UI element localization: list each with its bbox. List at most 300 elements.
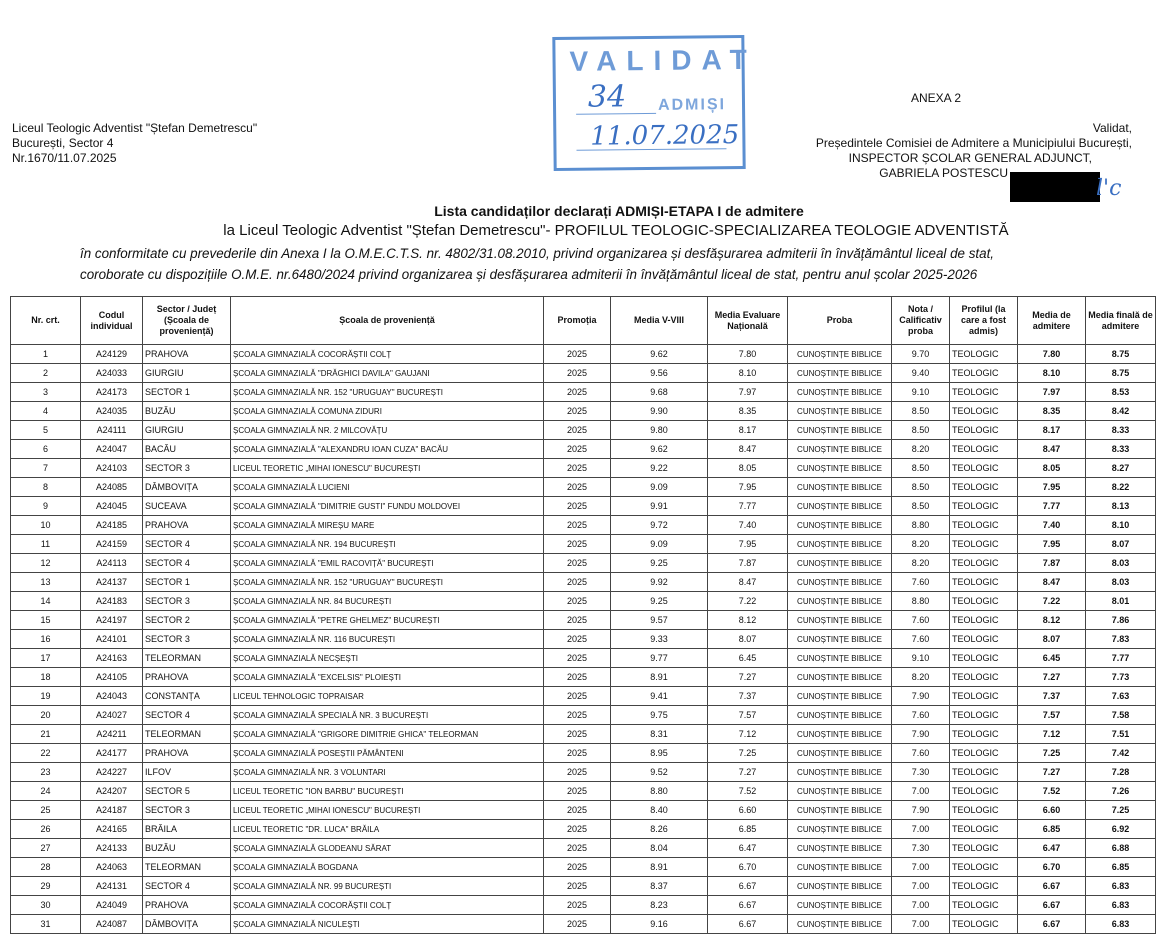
exam-grade-cell: 7.00	[892, 820, 950, 839]
final-admission-average-cell: 6.85	[1086, 858, 1156, 877]
average-v-viii-cell: 9.80	[611, 421, 708, 440]
exam-grade-cell: 9.10	[892, 383, 950, 402]
national-evaluation-average-cell: 6.60	[708, 801, 788, 820]
table-row	[11, 649, 1156, 668]
origin-school-cell: ȘCOALA GIMNAZIALĂ LUCIENI	[231, 478, 544, 497]
exam-name-cell: CUNOȘTINȚE BIBLICE	[788, 592, 892, 611]
exam-grade-cell: 7.60	[892, 744, 950, 763]
admission-average-cell: 7.27	[1018, 668, 1086, 687]
average-v-viii-cell: 9.62	[611, 345, 708, 364]
column-header: Media V-VIII	[611, 297, 708, 345]
table-row	[11, 744, 1156, 763]
final-admission-average-cell: 8.03	[1086, 554, 1156, 573]
exam-grade-cell: 7.00	[892, 858, 950, 877]
exam-grade-cell: 8.50	[892, 402, 950, 421]
row-number-cell: 12	[11, 554, 81, 573]
row-number-cell: 6	[11, 440, 81, 459]
national-evaluation-average-cell: 7.22	[708, 592, 788, 611]
county-cell: CONSTANȚA	[143, 687, 231, 706]
individual-code-cell: A24197	[81, 611, 143, 630]
admitted-profile-cell: TEOLOGIC	[950, 877, 1018, 896]
average-v-viii-cell: 9.62	[611, 440, 708, 459]
admission-average-cell: 6.47	[1018, 839, 1086, 858]
promotion-year-cell: 2025	[544, 744, 611, 763]
exam-grade-cell: 7.60	[892, 630, 950, 649]
admission-average-cell: 8.35	[1018, 402, 1086, 421]
exam-name-cell: CUNOȘTINȚE BIBLICE	[788, 573, 892, 592]
admission-average-cell: 7.27	[1018, 763, 1086, 782]
admission-average-cell: 7.95	[1018, 478, 1086, 497]
individual-code-cell: A24163	[81, 649, 143, 668]
national-evaluation-average-cell: 8.12	[708, 611, 788, 630]
national-evaluation-average-cell: 8.17	[708, 421, 788, 440]
conformity-line: coroborate cu dispozițiile O.M.E. nr.6480/2024 privind organizarea și desfășurarea admiterii în învățământul liceal de stat, pentru anul școlar 2025-2026	[80, 267, 978, 282]
document-title: Lista candidaților declarați ADMIȘI-ETAPA I de admitere	[434, 203, 804, 219]
exam-name-cell: CUNOȘTINȚE BIBLICE	[788, 649, 892, 668]
row-number-cell: 3	[11, 383, 81, 402]
county-cell: SECTOR 2	[143, 611, 231, 630]
final-admission-average-cell: 8.22	[1086, 478, 1156, 497]
registration-number: Nr.1670/11.07.2025	[12, 151, 117, 165]
table-row	[11, 364, 1156, 383]
row-number-cell: 9	[11, 497, 81, 516]
promotion-year-cell: 2025	[544, 516, 611, 535]
county-cell: BRĂILA	[143, 820, 231, 839]
exam-name-cell: CUNOȘTINȚE BIBLICE	[788, 687, 892, 706]
table-row	[11, 478, 1156, 497]
national-evaluation-average-cell: 7.87	[708, 554, 788, 573]
average-v-viii-cell: 9.90	[611, 402, 708, 421]
promotion-year-cell: 2025	[544, 402, 611, 421]
individual-code-cell: A24165	[81, 820, 143, 839]
exam-name-cell: CUNOȘTINȚE BIBLICE	[788, 839, 892, 858]
admission-average-cell: 6.70	[1018, 858, 1086, 877]
origin-school-cell: ȘCOALA GIMNAZIALĂ NR. 99 BUCUREȘTI	[231, 877, 544, 896]
exam-grade-cell: 9.70	[892, 345, 950, 364]
exam-name-cell: CUNOȘTINȚE BIBLICE	[788, 782, 892, 801]
final-admission-average-cell: 6.92	[1086, 820, 1156, 839]
county-cell: SECTOR 4	[143, 535, 231, 554]
promotion-year-cell: 2025	[544, 820, 611, 839]
county-cell: SECTOR 1	[143, 383, 231, 402]
exam-grade-cell: 7.00	[892, 896, 950, 915]
exam-name-cell: CUNOȘTINȚE BIBLICE	[788, 801, 892, 820]
exam-grade-cell: 7.00	[892, 877, 950, 896]
county-cell: BACĂU	[143, 440, 231, 459]
exam-name-cell: CUNOȘTINȚE BIBLICE	[788, 421, 892, 440]
promotion-year-cell: 2025	[544, 611, 611, 630]
table-row	[11, 630, 1156, 649]
row-number-cell: 17	[11, 649, 81, 668]
origin-school-cell: ȘCOALA GIMNAZIALĂ NR. 2 MILCOVĂȚU	[231, 421, 544, 440]
annex-label: ANEXA 2	[911, 91, 962, 105]
exam-grade-cell: 7.90	[892, 687, 950, 706]
origin-school-cell: ȘCOALA GIMNAZIALĂ COMUNA ZIDURI	[231, 402, 544, 421]
row-number-cell: 4	[11, 402, 81, 421]
exam-name-cell: CUNOȘTINȚE BIBLICE	[788, 535, 892, 554]
admission-average-cell: 7.95	[1018, 535, 1086, 554]
row-number-cell: 7	[11, 459, 81, 478]
final-admission-average-cell: 8.13	[1086, 497, 1156, 516]
average-v-viii-cell: 9.77	[611, 649, 708, 668]
origin-school-cell: ȘCOALA GIMNAZIALĂ NICULEȘTI	[231, 915, 544, 934]
individual-code-cell: A24101	[81, 630, 143, 649]
admitted-profile-cell: TEOLOGIC	[950, 478, 1018, 497]
table-row	[11, 782, 1156, 801]
final-admission-average-cell: 7.73	[1086, 668, 1156, 687]
individual-code-cell: A24207	[81, 782, 143, 801]
promotion-year-cell: 2025	[544, 687, 611, 706]
exam-grade-cell: 8.20	[892, 440, 950, 459]
table-row	[11, 820, 1156, 839]
admission-average-cell: 7.37	[1018, 687, 1086, 706]
row-number-cell: 16	[11, 630, 81, 649]
row-number-cell: 22	[11, 744, 81, 763]
table-row	[11, 554, 1156, 573]
admission-average-cell: 8.05	[1018, 459, 1086, 478]
admission-average-cell: 6.67	[1018, 877, 1086, 896]
admitted-profile-cell: TEOLOGIC	[950, 440, 1018, 459]
average-v-viii-cell: 9.16	[611, 915, 708, 934]
individual-code-cell: A24129	[81, 345, 143, 364]
row-number-cell: 15	[11, 611, 81, 630]
validation-line: Președintele Comisiei de Admitere a Municipiului București,	[815, 136, 1132, 150]
row-number-cell: 5	[11, 421, 81, 440]
average-v-viii-cell: 8.31	[611, 725, 708, 744]
national-evaluation-average-cell: 8.07	[708, 630, 788, 649]
origin-school-cell: ȘCOALA GIMNAZIALĂ "DRĂGHICI DAVILA" GAUJANI	[231, 364, 544, 383]
exam-name-cell: CUNOȘTINȚE BIBLICE	[788, 744, 892, 763]
origin-school-cell: ȘCOALA GIMNAZIALĂ "EMIL RACOVIȚĂ" BUCUREȘTI	[231, 554, 544, 573]
admission-average-cell: 8.07	[1018, 630, 1086, 649]
national-evaluation-average-cell: 7.57	[708, 706, 788, 725]
validation-stamp	[552, 35, 757, 171]
average-v-viii-cell: 8.95	[611, 744, 708, 763]
origin-school-cell: ȘCOALA GIMNAZIALĂ "DIMITRIE GUSTI" FUNDU MOLDOVEI	[231, 497, 544, 516]
admission-average-cell: 6.67	[1018, 915, 1086, 934]
average-v-viii-cell: 9.25	[611, 554, 708, 573]
table-row	[11, 383, 1156, 402]
county-cell: BUZĂU	[143, 839, 231, 858]
exam-grade-cell: 8.20	[892, 535, 950, 554]
table-row	[11, 440, 1156, 459]
admitted-profile-cell: TEOLOGIC	[950, 820, 1018, 839]
individual-code-cell: A24105	[81, 668, 143, 687]
origin-school-cell: ȘCOALA GIMNAZIALĂ NECȘEȘTI	[231, 649, 544, 668]
exam-grade-cell: 7.60	[892, 573, 950, 592]
origin-school-cell: ȘCOALA GIMNAZIALĂ NR. 84 BUCUREȘTI	[231, 592, 544, 611]
promotion-year-cell: 2025	[544, 896, 611, 915]
final-admission-average-cell: 7.63	[1086, 687, 1156, 706]
national-evaluation-average-cell: 6.67	[708, 896, 788, 915]
admitted-profile-cell: TEOLOGIC	[950, 630, 1018, 649]
admission-average-cell: 7.12	[1018, 725, 1086, 744]
origin-school-cell: ȘCOALA GIMNAZIALĂ MIREȘU MARE	[231, 516, 544, 535]
table-row	[11, 725, 1156, 744]
national-evaluation-average-cell: 6.47	[708, 839, 788, 858]
exam-name-cell: CUNOȘTINȚE BIBLICE	[788, 383, 892, 402]
row-number-cell: 27	[11, 839, 81, 858]
row-number-cell: 2	[11, 364, 81, 383]
row-number-cell: 13	[11, 573, 81, 592]
row-number-cell: 14	[11, 592, 81, 611]
final-admission-average-cell: 6.88	[1086, 839, 1156, 858]
admission-average-cell: 7.80	[1018, 345, 1086, 364]
average-v-viii-cell: 9.52	[611, 763, 708, 782]
admitted-profile-cell: TEOLOGIC	[950, 858, 1018, 877]
individual-code-cell: A24177	[81, 744, 143, 763]
exam-grade-cell: 7.00	[892, 915, 950, 934]
average-v-viii-cell: 8.91	[611, 858, 708, 877]
admitted-profile-cell: TEOLOGIC	[950, 611, 1018, 630]
promotion-year-cell: 2025	[544, 763, 611, 782]
average-v-viii-cell: 8.37	[611, 877, 708, 896]
national-evaluation-average-cell: 7.40	[708, 516, 788, 535]
column-header: Profilul (la care a fost admis)	[950, 297, 1018, 345]
promotion-year-cell: 2025	[544, 383, 611, 402]
final-admission-average-cell: 8.07	[1086, 535, 1156, 554]
stamp-label: ADMIȘI	[657, 96, 727, 114]
exam-name-cell: CUNOȘTINȚE BIBLICE	[788, 915, 892, 934]
national-evaluation-average-cell: 7.95	[708, 478, 788, 497]
school-name: Liceul Teologic Adventist "Ștefan Demetrescu"	[12, 121, 258, 135]
exam-grade-cell: 8.50	[892, 459, 950, 478]
table-row	[11, 801, 1156, 820]
county-cell: SUCEAVA	[143, 497, 231, 516]
table-row	[11, 839, 1156, 858]
admitted-profile-cell: TEOLOGIC	[950, 573, 1018, 592]
final-admission-average-cell: 7.42	[1086, 744, 1156, 763]
national-evaluation-average-cell: 7.25	[708, 744, 788, 763]
admitted-profile-cell: TEOLOGIC	[950, 896, 1018, 915]
county-cell: TELEORMAN	[143, 649, 231, 668]
national-evaluation-average-cell: 7.37	[708, 687, 788, 706]
admitted-profile-cell: TEOLOGIC	[950, 345, 1018, 364]
county-cell: DÂMBOVIȚA	[143, 915, 231, 934]
school-address: București, Sector 4	[12, 136, 114, 150]
exam-name-cell: CUNOȘTINȚE BIBLICE	[788, 706, 892, 725]
admitted-candidates-table	[10, 296, 1156, 934]
individual-code-cell: A24113	[81, 554, 143, 573]
origin-school-cell: LICEUL TEORETIC "DR. LUCA" BRĂILA	[231, 820, 544, 839]
admission-average-cell: 7.52	[1018, 782, 1086, 801]
origin-school-cell: ȘCOALA GIMNAZIALĂ COCORĂȘTII COLȚ	[231, 345, 544, 364]
average-v-viii-cell: 9.92	[611, 573, 708, 592]
stamp-underline	[576, 113, 656, 115]
final-admission-average-cell: 8.03	[1086, 573, 1156, 592]
table-row	[11, 896, 1156, 915]
promotion-year-cell: 2025	[544, 668, 611, 687]
admission-average-cell: 7.22	[1018, 592, 1086, 611]
table-header-row	[11, 297, 1156, 345]
individual-code-cell: A24063	[81, 858, 143, 877]
table-body	[11, 345, 1156, 934]
exam-name-cell: CUNOȘTINȚE BIBLICE	[788, 497, 892, 516]
national-evaluation-average-cell: 8.47	[708, 440, 788, 459]
national-evaluation-average-cell: 7.97	[708, 383, 788, 402]
county-cell: ILFOV	[143, 763, 231, 782]
individual-code-cell: A24211	[81, 725, 143, 744]
exam-name-cell: CUNOȘTINȚE BIBLICE	[788, 611, 892, 630]
individual-code-cell: A24133	[81, 839, 143, 858]
national-evaluation-average-cell: 8.47	[708, 573, 788, 592]
individual-code-cell: A24131	[81, 877, 143, 896]
validation-line: Validat,	[1092, 121, 1132, 135]
national-evaluation-average-cell: 8.05	[708, 459, 788, 478]
conformity-text	[80, 243, 994, 285]
admission-average-cell: 7.87	[1018, 554, 1086, 573]
table-row	[11, 877, 1156, 896]
table-row	[11, 516, 1156, 535]
county-cell: SECTOR 5	[143, 782, 231, 801]
exam-grade-cell: 8.50	[892, 497, 950, 516]
county-cell: TELEORMAN	[143, 725, 231, 744]
exam-grade-cell: 9.10	[892, 649, 950, 668]
individual-code-cell: A24111	[81, 421, 143, 440]
admission-average-cell: 7.77	[1018, 497, 1086, 516]
column-header: Proba	[788, 297, 892, 345]
origin-school-cell: ȘCOALA GIMNAZIALĂ POSEȘTII PĂMÂNTENI	[231, 744, 544, 763]
exam-name-cell: CUNOȘTINȚE BIBLICE	[788, 877, 892, 896]
exam-grade-cell: 8.20	[892, 668, 950, 687]
county-cell: SECTOR 1	[143, 573, 231, 592]
individual-code-cell: A24043	[81, 687, 143, 706]
exam-name-cell: CUNOȘTINȚE BIBLICE	[788, 554, 892, 573]
final-admission-average-cell: 7.58	[1086, 706, 1156, 725]
national-evaluation-average-cell: 7.52	[708, 782, 788, 801]
row-number-cell: 11	[11, 535, 81, 554]
promotion-year-cell: 2025	[544, 459, 611, 478]
promotion-year-cell: 2025	[544, 478, 611, 497]
exam-name-cell: CUNOȘTINȚE BIBLICE	[788, 440, 892, 459]
promotion-year-cell: 2025	[544, 573, 611, 592]
promotion-year-cell: 2025	[544, 839, 611, 858]
county-cell: SECTOR 3	[143, 630, 231, 649]
row-number-cell: 23	[11, 763, 81, 782]
average-v-viii-cell: 9.75	[611, 706, 708, 725]
table-row	[11, 421, 1156, 440]
exam-grade-cell: 8.50	[892, 478, 950, 497]
table-row	[11, 915, 1156, 934]
signature-mark: l'c	[1096, 176, 1122, 201]
admitted-profile-cell: TEOLOGIC	[950, 782, 1018, 801]
admission-average-cell: 7.97	[1018, 383, 1086, 402]
column-header: Școala de proveniență	[231, 297, 544, 345]
county-cell: SECTOR 4	[143, 554, 231, 573]
admission-average-cell: 6.67	[1018, 896, 1086, 915]
average-v-viii-cell: 9.56	[611, 364, 708, 383]
origin-school-cell: ȘCOALA GIMNAZIALĂ COCORĂȘTII COLȚ	[231, 896, 544, 915]
final-admission-average-cell: 8.75	[1086, 345, 1156, 364]
row-number-cell: 8	[11, 478, 81, 497]
average-v-viii-cell: 9.33	[611, 630, 708, 649]
promotion-year-cell: 2025	[544, 535, 611, 554]
exam-grade-cell: 7.90	[892, 801, 950, 820]
admission-average-cell: 8.47	[1018, 440, 1086, 459]
row-number-cell: 20	[11, 706, 81, 725]
origin-school-cell: ȘCOALA GIMNAZIALĂ NR. 116 BUCUREȘTI	[231, 630, 544, 649]
row-number-cell: 29	[11, 877, 81, 896]
national-evaluation-average-cell: 7.80	[708, 345, 788, 364]
admission-average-cell: 6.45	[1018, 649, 1086, 668]
stamp-title: VALIDAT	[569, 43, 757, 77]
redaction-box	[1010, 172, 1100, 202]
final-admission-average-cell: 6.83	[1086, 896, 1156, 915]
average-v-viii-cell: 9.25	[611, 592, 708, 611]
promotion-year-cell: 2025	[544, 554, 611, 573]
exam-name-cell: CUNOȘTINȚE BIBLICE	[788, 478, 892, 497]
row-number-cell: 25	[11, 801, 81, 820]
promotion-year-cell: 2025	[544, 877, 611, 896]
final-admission-average-cell: 8.10	[1086, 516, 1156, 535]
county-cell: SECTOR 4	[143, 706, 231, 725]
county-cell: SECTOR 3	[143, 459, 231, 478]
final-admission-average-cell: 8.33	[1086, 440, 1156, 459]
table-row	[11, 706, 1156, 725]
national-evaluation-average-cell: 7.77	[708, 497, 788, 516]
individual-code-cell: A24173	[81, 383, 143, 402]
final-admission-average-cell: 7.77	[1086, 649, 1156, 668]
table-row	[11, 459, 1156, 478]
promotion-year-cell: 2025	[544, 706, 611, 725]
average-v-viii-cell: 8.04	[611, 839, 708, 858]
admitted-profile-cell: TEOLOGIC	[950, 421, 1018, 440]
individual-code-cell: A24035	[81, 402, 143, 421]
county-cell: PRAHOVA	[143, 744, 231, 763]
validation-line: INSPECTOR ȘCOLAR GENERAL ADJUNCT,	[848, 151, 1092, 165]
column-header: Sector / Județ (Școala de proveniență)	[143, 297, 231, 345]
average-v-viii-cell: 8.80	[611, 782, 708, 801]
county-cell: PRAHOVA	[143, 345, 231, 364]
column-header: Media de admitere	[1018, 297, 1086, 345]
table-row	[11, 573, 1156, 592]
national-evaluation-average-cell: 7.95	[708, 535, 788, 554]
table-row	[11, 687, 1156, 706]
column-header: Media Evaluare Națională	[708, 297, 788, 345]
table-row	[11, 497, 1156, 516]
final-admission-average-cell: 8.27	[1086, 459, 1156, 478]
exam-name-cell: CUNOȘTINȚE BIBLICE	[788, 820, 892, 839]
exam-name-cell: CUNOȘTINȚE BIBLICE	[788, 725, 892, 744]
county-cell: SECTOR 4	[143, 877, 231, 896]
row-number-cell: 1	[11, 345, 81, 364]
national-evaluation-average-cell: 6.67	[708, 877, 788, 896]
average-v-viii-cell: 9.09	[611, 535, 708, 554]
origin-school-cell: LICEUL TEORETIC "ION BARBU" BUCUREȘTI	[231, 782, 544, 801]
row-number-cell: 19	[11, 687, 81, 706]
school-header	[12, 121, 257, 166]
admitted-profile-cell: TEOLOGIC	[950, 497, 1018, 516]
row-number-cell: 31	[11, 915, 81, 934]
promotion-year-cell: 2025	[544, 497, 611, 516]
admitted-profile-cell: TEOLOGIC	[950, 402, 1018, 421]
origin-school-cell: LICEUL TEORETIC „MIHAI IONESCU" BUCUREȘTI	[231, 801, 544, 820]
final-admission-average-cell: 8.53	[1086, 383, 1156, 402]
admitted-profile-cell: TEOLOGIC	[950, 364, 1018, 383]
conformity-line: în conformitate cu prevederile din Anexa I la O.M.E.C.T.S. nr. 4802/31.08.2010, privind organizarea și desfășurarea admiterii în învățământul liceal de stat,	[80, 246, 995, 261]
admission-average-cell: 7.25	[1018, 744, 1086, 763]
admitted-profile-cell: TEOLOGIC	[950, 915, 1018, 934]
admission-average-cell: 7.40	[1018, 516, 1086, 535]
final-admission-average-cell: 7.28	[1086, 763, 1156, 782]
county-cell: GIURGIU	[143, 364, 231, 383]
national-evaluation-average-cell: 8.10	[708, 364, 788, 383]
national-evaluation-average-cell: 6.85	[708, 820, 788, 839]
exam-name-cell: CUNOȘTINȚE BIBLICE	[788, 858, 892, 877]
promotion-year-cell: 2025	[544, 421, 611, 440]
individual-code-cell: A24137	[81, 573, 143, 592]
row-number-cell: 10	[11, 516, 81, 535]
